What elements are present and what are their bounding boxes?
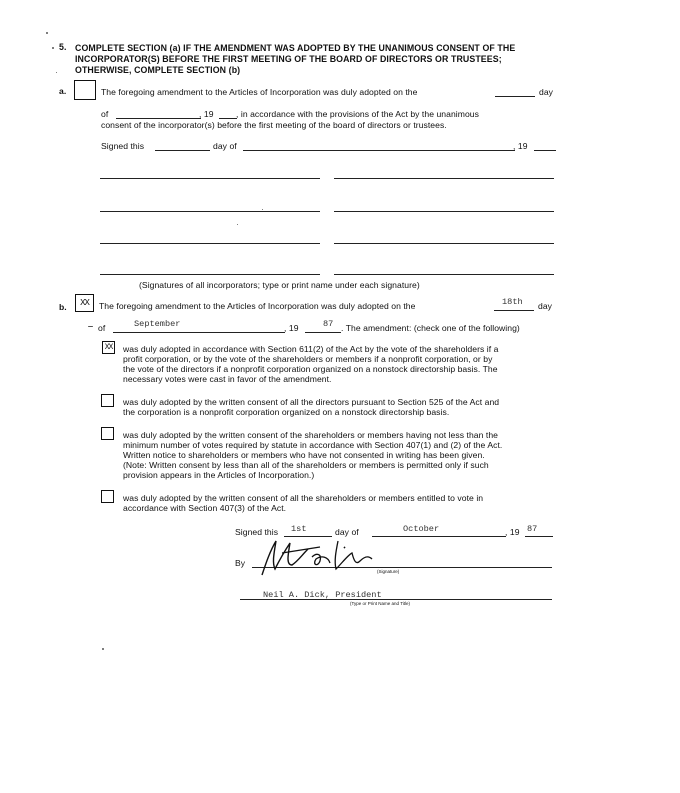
section-a-letter: a. [59,86,67,96]
section-a-line-2: , in accordance with the provisions of the Act by the unanimous [236,109,479,119]
section-a-line-3: consent of the incorporator(s) before the first meeting of the board of directors or trustees. [101,120,447,130]
scan-speck [56,72,57,73]
incorporator-signature-line[interactable] [100,243,320,244]
section-a-day-of: day of [213,141,237,151]
section-b-line-1: The foregoing amendment to the Articles of Incorporation was duly adopted on the [99,301,416,311]
section-b-signed-year-value: 87 [527,524,538,534]
scan-speck [237,224,238,225]
section-a-year-blank[interactable] [219,118,237,119]
incorporator-signature-line[interactable] [100,178,320,179]
section-a-19-label: , 19 [199,109,214,119]
section-b-day-label: day [538,301,553,311]
incorporator-signature-line[interactable] [334,178,554,179]
section-a-signed-day-blank[interactable] [155,150,210,151]
header-line-1: COMPLETE SECTION (a) IF THE AMENDMENT WAS ADOPTED BY THE UNANIMOUS CONSENT OF THE [75,43,516,53]
section-b-line-2: . The amendment: (check one of the following) [341,323,520,333]
section-b-19-label: , 19 [284,323,299,333]
section-a-signed-this: Signed this [101,141,145,151]
section-b-signed-month-blank [372,536,506,537]
section-a-line-1: The foregoing amendment to the Articles of Incorporation was duly adopted on the [101,87,418,97]
option-407-1-2-line-3: Written notice to shareholders or members who have not consented in writing has been given. [123,450,485,460]
section-b-day-blank [494,310,534,311]
incorporator-signature-line[interactable] [100,211,320,212]
scan-speck [262,209,263,210]
option-611-line-4: necessary votes were cast in favor of the amendment. [123,374,332,384]
incorporator-signature-line[interactable] [334,243,554,244]
section-b-of-label: of [98,323,106,333]
section-b-signed-month-value: October [403,524,440,534]
name-title-caption: (Type or Print Name and Title) [350,601,411,606]
option-525-line-1: was duly adopted by the written consent of all the directors pursuant to Section 525 of the Act and [123,397,500,407]
option-611-check-mark: XX [104,343,113,352]
signature-caption: (Signature) [377,569,400,574]
section-b-month-value: September [134,319,181,329]
option-525-checkbox[interactable] [101,394,114,407]
section-b-check-mark: XX [80,298,89,308]
option-407-3-line-1: was duly adopted by the written consent of all the shareholders or members entitled to vote in [123,493,484,503]
option-407-1-2-line-1: was duly adopted by the written consent of the shareholders or members having not less than the [123,430,498,440]
section-b-signed-day-of: day of [335,527,359,537]
option-611-line-3: the vote of the directors if a nonprofit corporation organized on a nonstock directorship basis. The [123,364,498,374]
section-a-day-blank[interactable] [495,96,535,97]
section-a-day-label: day [539,87,554,97]
incorporator-signature-line[interactable] [334,211,554,212]
section-a-signed-month-blank[interactable] [243,150,515,151]
scan-speck [46,32,48,34]
section-a-19: , 19 [513,141,528,151]
section-b-signed-day-value: 1st [291,524,307,534]
section-b-signed-this: Signed this [235,527,279,537]
item-number: 5. [59,42,67,52]
section-a-month-blank[interactable] [116,118,201,119]
option-407-1-2-line-5: provision appears in the Articles of Incorporation.) [123,470,315,480]
by-label: By [235,558,246,568]
section-a-of-label: of [101,109,109,119]
header-line-2: INCORPORATOR(S) BEFORE THE FIRST MEETING OF THE BOARD OF DIRECTORS OR TRUSTEES; [75,54,502,64]
section-b-signed-year-blank [525,536,553,537]
scan-speck [102,648,104,650]
option-407-3-line-2: accordance with Section 407(3) of the Act. [123,503,287,513]
section-a-checkbox[interactable] [74,80,96,100]
section-a-signed-year-blank[interactable] [534,150,556,151]
option-407-1-2-line-4: (Note: Written consent by less than all of the shareholders or members is permitted only if such [123,460,489,470]
section-b-year-value: 87 [323,319,334,329]
scan-speck [52,47,54,49]
section-b-letter: b. [59,302,67,312]
option-611-checkbox[interactable] [102,341,115,354]
option-407-1-2-checkbox[interactable] [101,427,114,440]
section-b-checkbox[interactable] [75,294,94,312]
section-b-year-blank [305,332,341,333]
handwritten-signature-icon [252,535,382,580]
option-407-1-2-line-2: minimum number of votes required by statute in accordance with Section 407(1) and (2) of the Act. [123,440,503,450]
signatures-caption: (Signatures of all incorporators; type or print name under each signature) [139,280,420,290]
incorporator-signature-line[interactable] [334,274,554,275]
section-b-signed-19: , 19 [505,527,520,537]
option-611-line-1: was duly adopted in accordance with Section 611(2) of the Act by the vote of the shareholders if a [123,344,499,354]
section-b-day-value: 18th [502,297,523,307]
option-525-line-2: the corporation is a nonprofit corporation organized on a nonstock directorship basis. [123,407,450,417]
option-611-line-2: profit corporation, or by the vote of the shareholders or members if a nonprofit corporation, or by [123,354,493,364]
incorporator-signature-line[interactable] [100,274,320,275]
option-407-3-checkbox[interactable] [101,490,114,503]
section-b-month-blank [113,332,285,333]
scan-speck [88,326,93,327]
header-line-3: OTHERWISE, COMPLETE SECTION (b) [75,65,241,75]
name-title-value: Neil A. Dick, President [263,590,382,600]
